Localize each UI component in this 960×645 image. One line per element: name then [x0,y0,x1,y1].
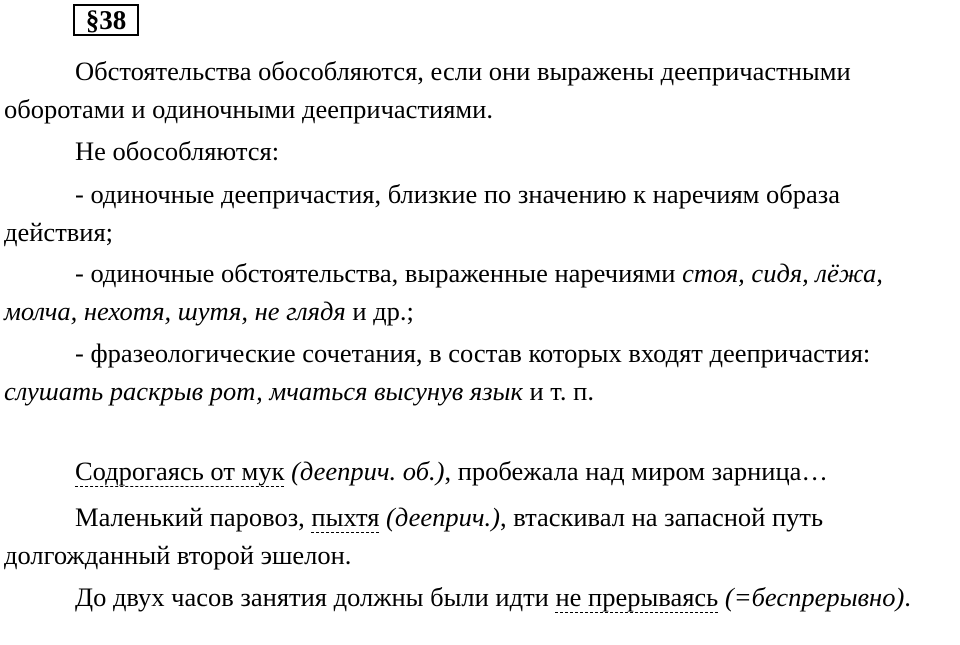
not-heading-text: Не обособляются: [75,136,280,166]
rule-item-1-text: - одиночные деепричастия, близкие по значению к наречиям образа действия; [4,179,841,247]
rule-item-1 [4,175,954,251]
example-1 [4,452,954,490]
rule-intro-text: Обстоятельства обособляются, если они выражены деепричастными оборотами и одиночными деепричастиями. [4,56,851,124]
rule-item-3-tail: и т. п. [522,376,594,406]
example-3-note: (=беспрерывно) [724,582,905,612]
rule-item-2-tail: и др.; [345,296,414,326]
rule-item-2-text: - одиночные обстоятельства, выраженные наречиями [75,258,683,288]
example-3 [4,578,954,616]
example-2-note: (дееприч.) [379,502,500,532]
example-3-before: До двух часов занятия должны были идти [75,582,556,612]
example-1-rest: , пробежала над миром зарница… [444,456,828,486]
example-1-note: (дееприч. об.) [284,456,445,486]
rule-item-2 [4,254,954,330]
rule-not-heading [4,132,954,170]
rule-intro [4,52,954,128]
example-3-rest: . [904,582,911,612]
rule-item-3-text: - фразеологические сочетания, в состав которых входят деепричастия: [75,338,871,368]
example-3-participle: не прерываясь [555,582,719,612]
example-2-participle: пыхтя [311,502,380,532]
rule-item-3-examples: слушать раскрыв рот, мчаться высунув язык [4,376,523,406]
example-2 [4,498,954,574]
rule-item-2-examples: стоя, сидя, лёжа, молча, нехотя, шутя, не глядя [4,258,883,326]
rule-item-3 [4,334,954,410]
example-1-participle-phrase: Содрогаясь от мук [75,456,285,486]
section-number: §38 [73,4,139,36]
example-2-before: Маленький паровоз, [75,502,312,532]
example-2-rest: , втаскивал на запасной путь долгожданный второй эшелон. [4,502,824,570]
